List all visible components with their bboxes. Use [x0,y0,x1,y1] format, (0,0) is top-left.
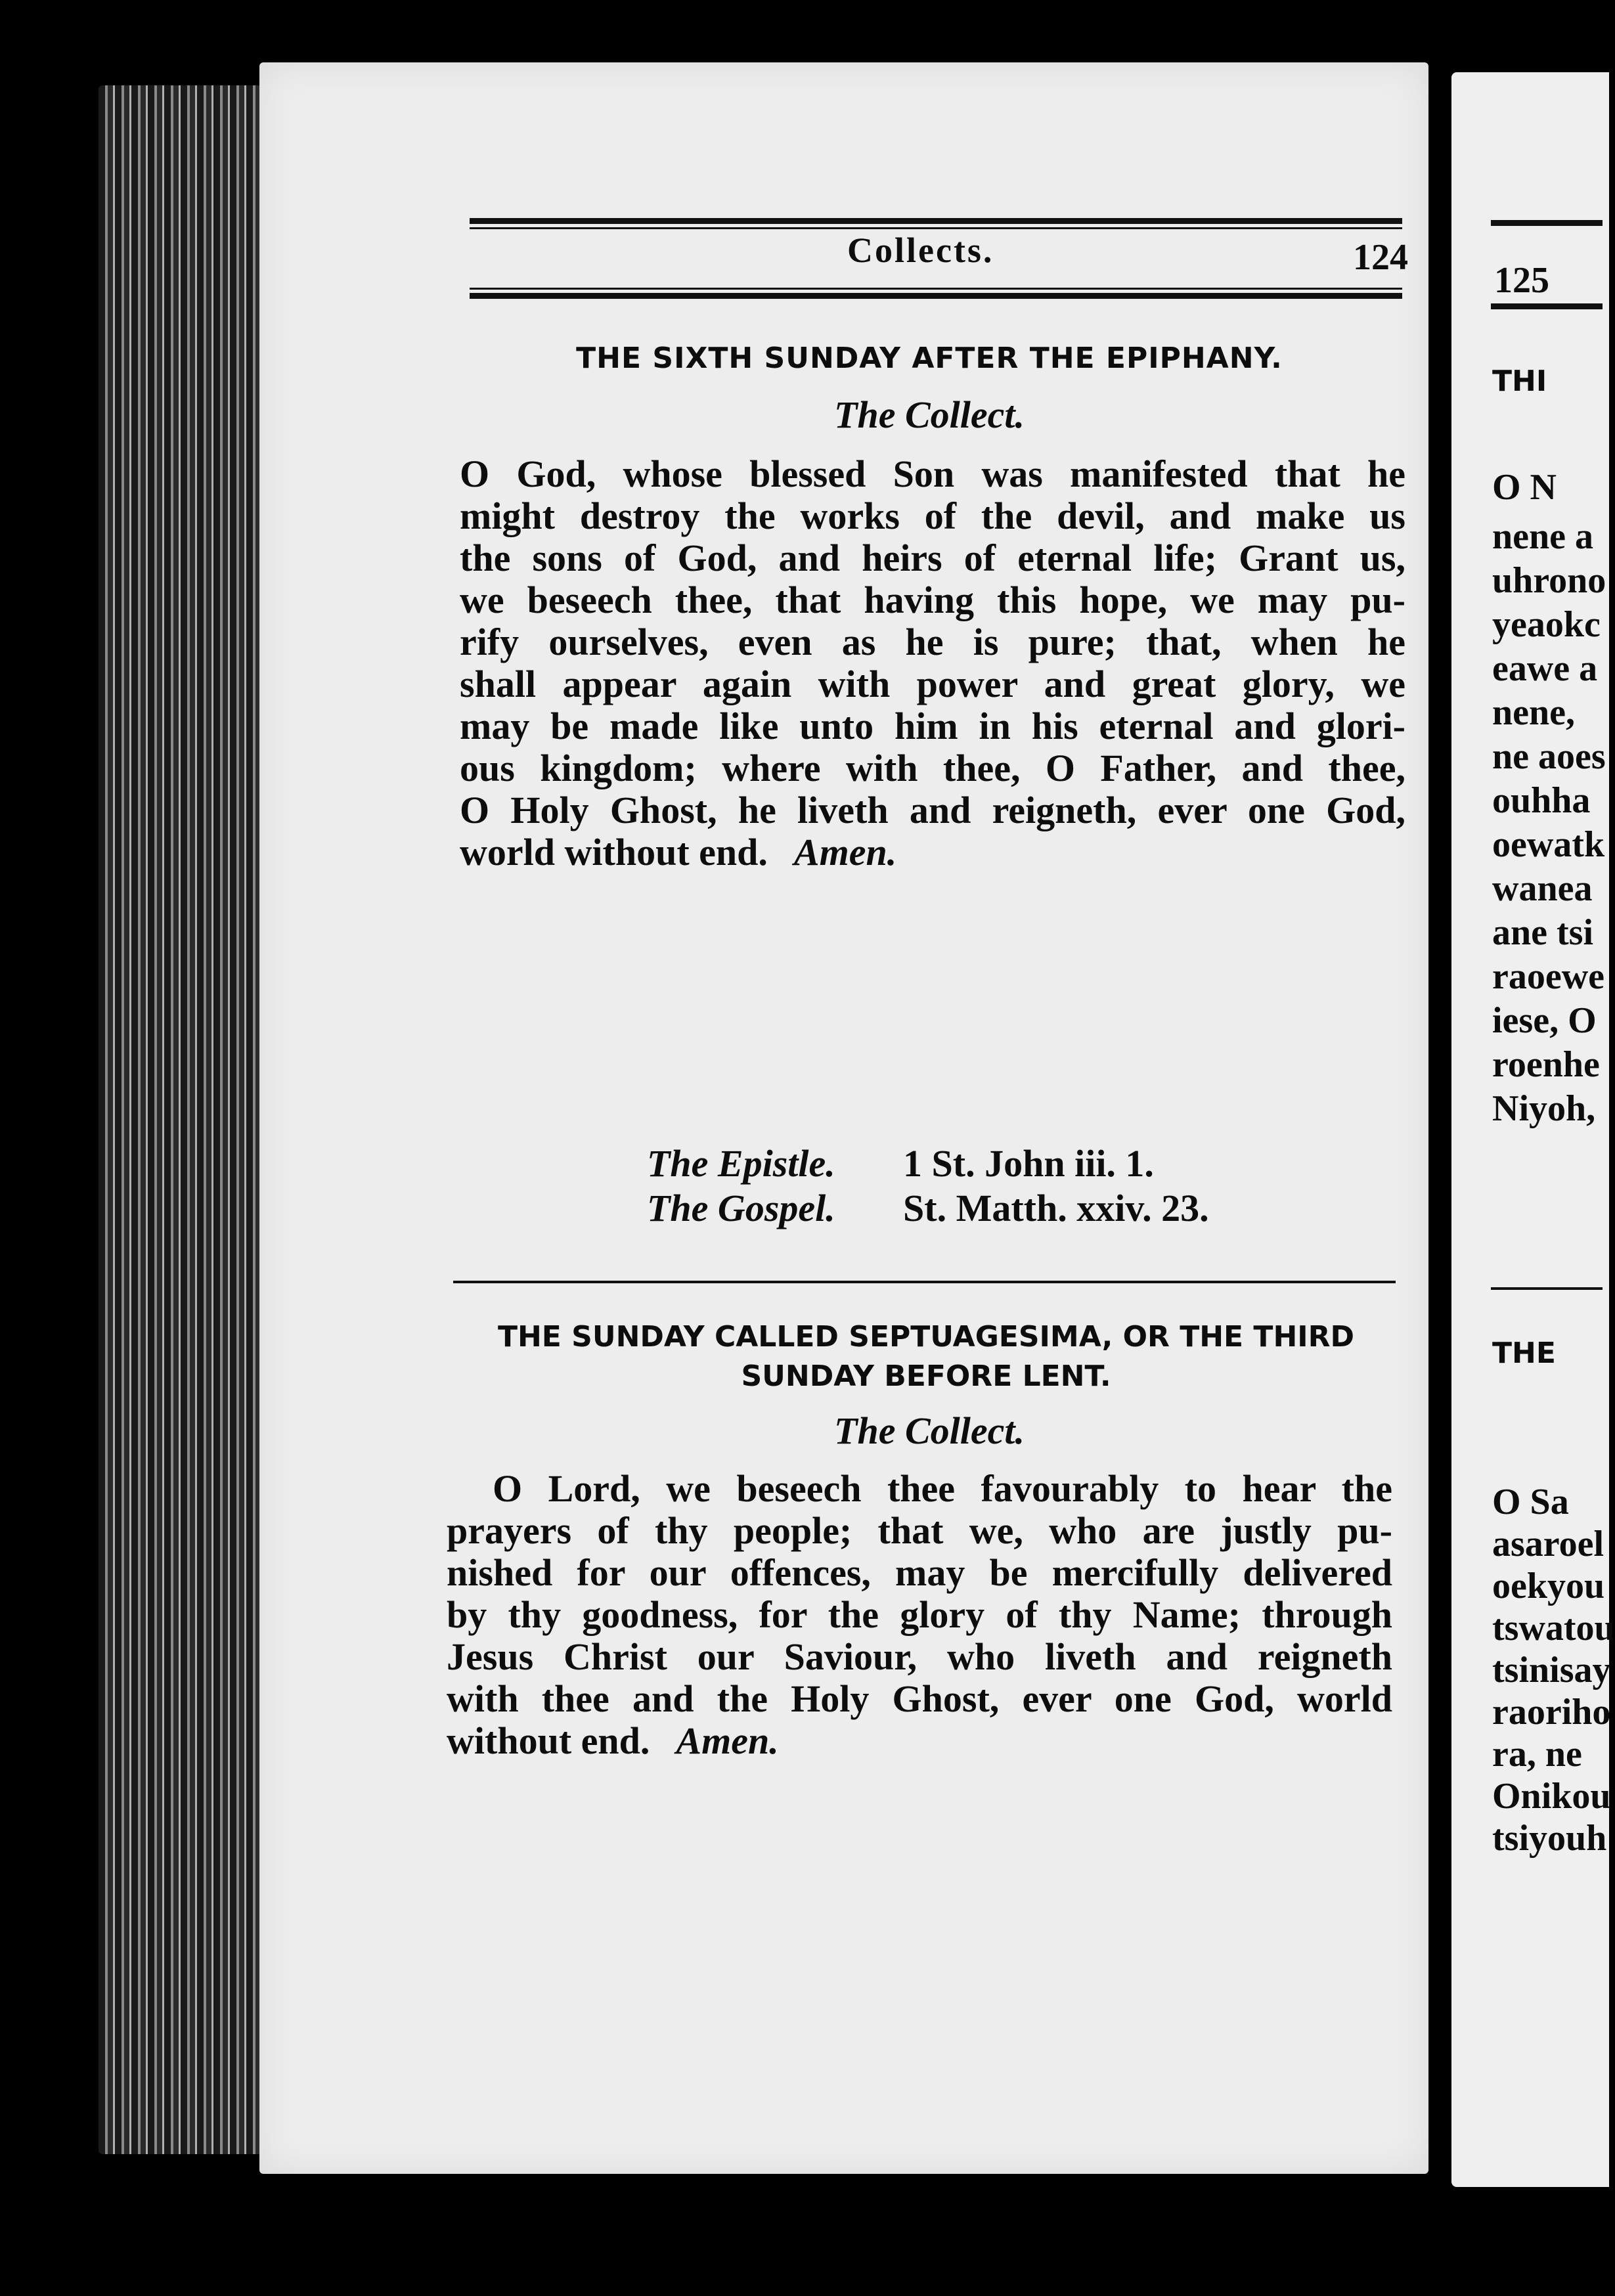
right-text-fragment: eawe a [1492,648,1598,689]
right-text-fragment: O N [1492,467,1557,508]
collect-final-line [460,831,1405,873]
section-heading-sixth-sunday: THE SIXTH SUNDAY AFTER THE EPIPHANY. [576,342,1283,375]
right-text-fragment: ne aoes [1492,736,1606,777]
header-rule-top-thin [470,227,1402,229]
collect-line: by thy goodness, for the glory of thy Name; through [447,1593,1392,1636]
page-number: 124 [1353,237,1408,278]
epistle-ref: 1 St. John iii. 1. [903,1142,1154,1185]
right-text-fragment: oekyou [1492,1566,1605,1606]
collect-line: nished for our offences, may be mercifully delivered [447,1551,1392,1594]
collect-line: rify ourselves, even as he is pure; that, when he [460,621,1405,663]
right-text-fragment: ane tsi [1492,912,1593,953]
collect-line: O God, whose blessed Son was manifested that he [460,453,1405,495]
collect-body [460,453,1405,873]
right-text-fragment: nene a [1492,516,1593,557]
section-divider [453,1281,1396,1283]
collect-line: shall appear again with power and great glory, we [460,663,1405,705]
epistle-label: The Epistle. [647,1142,835,1185]
collect-line: O Lord, we beseech thee favourably to hear the [493,1467,1392,1510]
book-page-edges [99,85,263,2154]
right-text-fragment: raoewe [1492,956,1605,997]
right-text-fragment: roenhe [1492,1044,1600,1085]
collect-title: The Collect. [834,393,1025,436]
collect-line: the sons of God, and heirs of eternal life; Grant us, [460,537,1405,579]
gospel-ref: St. Matth. xxiv. 23. [903,1187,1209,1229]
right-text-fragment: nene, [1492,692,1575,733]
right-text-fragment: tsinisay [1492,1650,1611,1690]
collect-line: ous kingdom; where with thee, O Father, and thee, [460,747,1405,789]
right-text-fragment: uhrono [1492,560,1606,601]
right-section-divider [1491,1287,1603,1290]
collect-line: with thee and the Holy Ghost, ever one God, world [447,1677,1392,1720]
right-text-fragment: iese, O [1492,1000,1597,1041]
header-rule-bottom-thin [470,288,1402,290]
left-page [259,62,1428,2174]
right-heading-fragment: THE [1492,1336,1556,1370]
collect-line: O Holy Ghost, he liveth and reigneth, ever one God, [460,789,1405,831]
collect-body [447,1468,1392,1762]
right-heading-fragment: THI [1492,364,1547,398]
collect-line: prayers of thy people; that we, who are justly pu- [447,1509,1392,1552]
header-rule-bottom [470,293,1402,299]
amen: Amen. [793,831,897,873]
amen: Amen. [676,1719,779,1762]
section-heading-septuagesima-line2: SUNDAY BEFORE LENT. [741,1359,1111,1393]
collect-line: world without end. [460,831,768,873]
collect-line: we beseech thee, that having this hope, we may pu- [460,579,1405,621]
right-text-fragment: yeaokc [1492,604,1601,645]
collect-line: may be made like unto him in his eternal and glori- [460,705,1405,747]
right-text-fragment: oewatk [1492,824,1605,865]
collect-line: Jesus Christ our Saviour, who liveth and reigneth [447,1635,1392,1678]
right-text-fragment: tswatou [1492,1608,1615,1648]
collect-line: might destroy the works of the devil, and make us [460,495,1405,537]
collect-title: The Collect. [834,1409,1025,1452]
right-text-fragment: asaroel [1492,1524,1604,1564]
right-text-fragment: ouhha [1492,780,1591,821]
right-page-number: 125 [1494,260,1549,301]
right-text-fragment: ra, ne [1492,1734,1582,1775]
right-text-fragment: Niyoh, [1492,1088,1596,1129]
right-text-fragment: wanea [1492,868,1593,909]
collect-line: without end. [447,1719,650,1762]
right-text-fragment: O Sa [1492,1482,1569,1522]
running-header-title: Collects. [847,231,994,270]
right-text-fragment: raoriho [1492,1692,1611,1733]
section-heading-septuagesima: THE SUNDAY CALLED SEPTUAGESIMA, OR THE THIRD [497,1320,1355,1354]
right-text-fragment: tsiyouh [1492,1818,1607,1859]
header-rule-top [470,218,1402,224]
gospel-reference [647,1186,1209,1230]
epistle-reference [647,1141,1154,1185]
gospel-label: The Gospel. [647,1187,835,1229]
collect-final-line [447,1720,1392,1762]
right-text-fragment: Onikou [1492,1776,1611,1817]
right-header-rule-bottom [1491,303,1603,309]
right-header-rule-top [1491,220,1603,226]
